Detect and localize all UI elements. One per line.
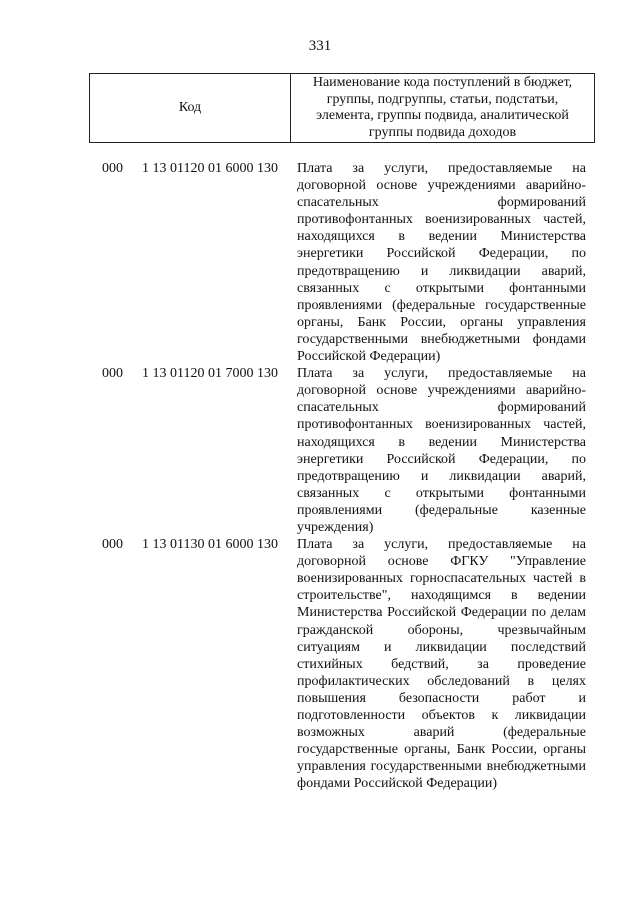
entry-row xyxy=(0,536,640,792)
table-header xyxy=(89,73,595,143)
entry-revenue-code: 1 13 01120 01 6000 130 xyxy=(142,161,278,176)
entry-admin-code: 000 xyxy=(102,366,123,382)
entry-row xyxy=(0,365,640,536)
entry-description: Плата за услуги, предоставляемые на договорной основе учреждениями аварийно-спасательных формирований противофонтанных военизированных частей, находящихся в ведении Министерства энергетики Российской Федерации, по предотвращению и ликвидации аварий, связанных с открытыми фонтанными проявлениями (федеральные казенные учреждения) xyxy=(297,366,586,535)
entry-description: Плата за услуги, предоставляемые на договорной основе учреждениями аварийно-спасательных формирований противофонтанных военизированных частей, находящихся в ведении Министерства энергетики Российской Федерации, по предотвращению и ликвидации аварий, связанных с открытыми фонтанными проявлениями (федеральные государственные органы, Банк России, органы управления государственными внебюджетными фондами Российской Федерации) xyxy=(297,161,586,365)
entry-description: Плата за услуги, предоставляемые на договорной основе ФГКУ "Управление военизированных горноспасательных частей в строительстве", находящимся в ведении Министерства Российской Федерации по делам гражданской обороны, чрезвычайным ситуациям и ликвидации последствий стихийных бедствий, за проведение профилактических обследований в целях повышения безопасности работ и подготовленности объектов к ликвидации возможных аварий (федеральные государственные органы, Банк России, органы управления государственными внебюджетными фондами Российской Федерации) xyxy=(297,537,586,792)
code-column-header: Код xyxy=(90,74,291,142)
entry-revenue-code: 1 13 01130 01 6000 130 xyxy=(142,537,278,553)
entries-list xyxy=(0,160,640,792)
entry-revenue-code: 1 13 01120 01 7000 130 xyxy=(142,366,278,382)
page-number: 331 xyxy=(308,38,332,54)
entry-row xyxy=(0,160,640,365)
entry-admin-code: 000 xyxy=(102,161,123,176)
name-column-header: Наименование кода поступлений в бюджет, группы, подгруппы, статьи, подстатьи, элемента, группы подвида, аналитической группы подвида доходов xyxy=(312,75,573,140)
entry-admin-code: 000 xyxy=(102,537,123,553)
